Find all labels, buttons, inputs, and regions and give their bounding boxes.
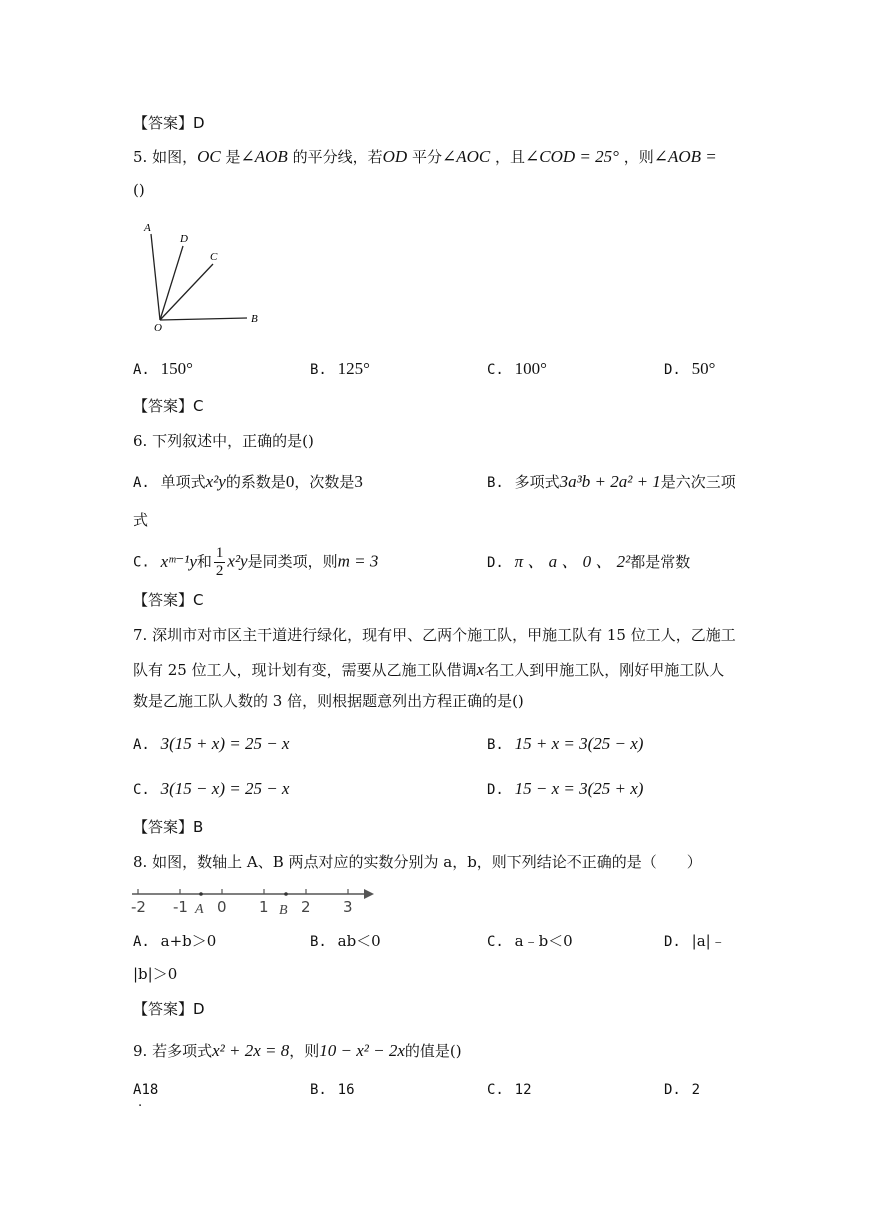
question-number: 8. [133,853,148,871]
option-text: 18 [141,1082,159,1098]
q7-option-b [487,735,643,752]
q9-stray-dot: . [138,1095,143,1110]
q5-option-c [487,360,547,377]
option-math: m = 3 [337,551,379,571]
q5-math-oc: OC [197,147,221,166]
q8-option-d [664,934,726,949]
point-b [284,892,288,896]
option-label: D. [664,934,681,950]
option-text: 50° [691,359,716,378]
option-label: D. [487,555,504,571]
option-label: C. [133,782,150,798]
option-math: π 、 a 、 0 、 2² [514,552,631,571]
option-label: A. [133,737,150,753]
label-b: B [279,903,288,918]
q9-text: ，则 [289,1042,320,1060]
option-text: 是同类项，则 [247,552,338,571]
q9-option-d [664,1082,700,1097]
option-math: 3(15 + x) = 25 − x [160,734,290,753]
option-text: a﹣b＜0 [514,932,573,950]
answer-q6: 【答案】C [133,591,204,609]
q5-text-6: ，则 [623,148,654,166]
option-text: 是六次三项 [660,473,736,491]
option-text: ，次数是 [294,473,355,491]
tick-label: 1 [259,898,269,916]
q6-option-b-wrap: 式 [133,511,149,529]
question-9-stem [133,1042,462,1059]
q9-math: x² + 2x = 8 [212,1041,290,1060]
q5-math-od: OD [382,147,408,166]
option-label: C. [487,934,504,950]
q7-option-c [133,780,289,797]
ray-ob [160,318,247,320]
tick-label: 3 [343,898,353,916]
option-text: |a|﹣ [691,932,726,950]
tick-label: -2 [131,898,146,916]
question-7-line-1 [133,628,736,643]
q5-paren: () [133,181,145,199]
q7-math-x: x [476,660,485,679]
option-math: 15 − x = 3(25 + x) [514,779,644,798]
option-text: 和 [196,552,212,571]
q5-option-d [664,360,715,377]
option-label: C. [133,554,150,571]
option-text: 150° [160,359,193,378]
tick-label: -1 [173,898,188,916]
tick-label: 2 [301,898,311,916]
q9-option-c [487,1082,532,1097]
angle-figure [135,218,270,333]
q9-text: 若多项式 [152,1042,213,1060]
question-number: 7. [133,626,148,644]
option-text: 2 [691,1082,701,1098]
ray-oa [151,234,160,320]
q5-text-4: 平分 [411,148,442,166]
q7-text: 深圳市对市区主干道进行绿化，现有甲、乙两个施工队，甲施工队有 15 位工人，乙施工 [152,626,736,644]
label-d: D [180,233,188,245]
q5-option-a [133,360,193,377]
q5-text-3: 的平分线，若 [292,148,383,166]
option-math: x²y [227,551,248,571]
option-label: D. [664,1082,681,1098]
q6-option-a [133,473,363,490]
option-label: B. [487,475,504,491]
q9-text: 的值是() [404,1042,462,1060]
label-b: B [251,313,258,325]
option-label: B. [487,737,504,753]
q5-math-cod: ∠COD = 25° [525,147,619,166]
label-o: O [154,322,162,333]
q9-option-b [310,1082,355,1097]
option-label: C. [487,1082,504,1098]
number-line [128,884,378,918]
question-6-stem [133,434,314,449]
option-text: 单项式 [160,473,206,491]
option-label: A. [133,362,150,378]
option-value: 0 [285,472,295,491]
q5-text-2: 是 [225,148,241,166]
option-text: 多项式 [514,473,560,491]
option-math: 3(15 − x) = 25 − x [160,779,290,798]
q8-option-b [310,934,381,949]
q7-text: 队有 25 位工人，现计划有变，需要从乙施工队借调 [133,661,477,679]
ray-oc [160,264,213,320]
option-text: ab＜0 [337,932,381,950]
option-value: 3 [354,472,363,491]
q9-option-a [133,1082,158,1097]
q5-text-1: 如图， [152,148,198,166]
q5-text-5: ，且 [495,148,526,166]
option-math: 15 + x = 3(25 − x) [514,734,644,753]
question-7-line-2 [133,661,724,678]
q7-option-d [487,780,643,797]
option-label: B. [310,934,327,950]
option-text: 都是常数 [630,553,691,571]
question-number: 6. [133,432,148,450]
question-8-stem [133,855,702,870]
tick-label: 0 [217,898,227,916]
q9-math: 10 − x² − 2x [319,1041,405,1060]
question-number: 9. [133,1042,148,1060]
option-label: D. [487,782,504,798]
option-label: C. [487,362,504,378]
option-math: 3a³b + 2a² + 1 [559,472,661,491]
option-label: A [133,1082,142,1098]
ray-od [160,246,183,320]
option-label: A. [133,934,150,950]
fraction-half [214,546,226,579]
answer-q7: 【答案】B [133,818,204,836]
q8-option-a [133,934,216,949]
answer-q5: 【答案】C [133,397,204,415]
label-c: C [210,251,218,263]
option-label: D. [664,362,681,378]
q5-math-aoc: ∠AOC [441,147,491,166]
q8-stem-text: 如图，数轴上 A、B 两点对应的实数分别为 a，b，则下列结论不正确的是（ ） [152,853,702,871]
option-text: 16 [337,1082,355,1098]
q6-option-c [133,546,378,579]
question-number: 5. [133,148,148,166]
option-label: A. [133,475,150,491]
q8-option-d-wrap: |b|＞0 [133,965,178,983]
option-text: 125° [337,359,370,378]
q8-option-c [487,934,573,949]
q6-option-d [487,553,690,570]
axis-arrow [364,889,374,899]
option-label: B. [310,362,327,378]
answer-q8: 【答案】D [133,1000,205,1018]
option-label: B. [310,1082,327,1098]
option-text: 12 [514,1082,532,1098]
point-a [199,892,203,896]
q6-stem-text: 下列叙述中，正确的是() [152,432,314,450]
option-text: 100° [514,359,547,378]
q7-option-a [133,735,289,752]
answer-q4: 【答案】D [133,114,205,132]
question-7-line-3: 数是乙施工队人数的 3 倍，则根据题意列出方程正确的是() [133,692,524,710]
option-text: 的系数是 [225,473,286,491]
fraction-numerator: 1 [215,545,224,561]
label-a: A [195,902,204,917]
label-a: A [144,222,151,234]
fraction-denominator: 2 [215,563,224,579]
option-math: x²y [205,472,226,491]
q5-option-b [310,360,370,377]
option-math: xᵐ⁻¹y [160,551,197,571]
q6-option-b [487,473,736,490]
q5-math-aob: ∠AOB [240,147,288,166]
q5-math-aob-eq: ∠AOB = [653,147,717,166]
question-5-stem [133,148,717,165]
option-text: a+b＞0 [160,932,217,950]
q7-text: 名工人到甲施工队，刚好甲施工队人 [484,661,725,679]
